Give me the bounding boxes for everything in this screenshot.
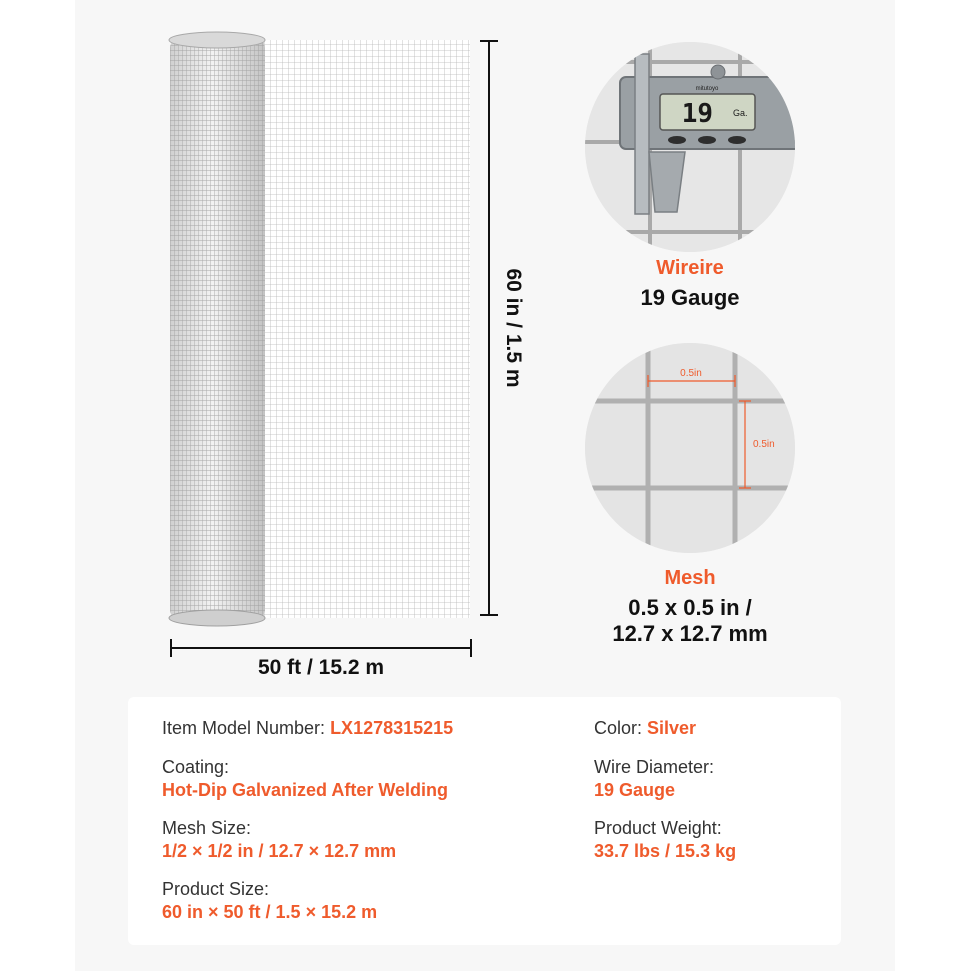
product-size-label: Product Size: xyxy=(162,879,270,899)
height-dimension-cap-top xyxy=(480,40,498,42)
wire-diameter-label: Wire Diameter: xyxy=(594,757,715,777)
coating-value: Hot-Dip Galvanized After Welding xyxy=(162,780,449,800)
wire-mesh-roll-image xyxy=(150,20,490,630)
width-dimension-cap-right xyxy=(470,639,472,657)
mesh-size-value: 1/2 × 1/2 in / 12.7 × 12.7 mm xyxy=(162,841,397,861)
product-weight-value: 33.7 lbs / 15.3 kg xyxy=(594,841,737,861)
height-dimension-line xyxy=(488,40,490,615)
wire-diameter-value: 19 Gauge xyxy=(594,780,676,800)
caliper-unit-text: Ga. xyxy=(733,108,748,118)
height-dimension-cap-bottom xyxy=(480,614,498,616)
width-dimension-cap-left xyxy=(170,639,172,657)
width-dimension-label: 50 ft / 15.2 m xyxy=(257,656,385,679)
color-row xyxy=(594,718,696,739)
coating-label: Coating: xyxy=(162,757,230,777)
model-number-row xyxy=(162,718,453,739)
mesh-horizontal-label: 0.5in xyxy=(680,368,702,379)
mesh-feature-title: Mesh xyxy=(664,567,716,589)
model-number-label: Item Model Number: xyxy=(162,718,331,738)
mesh-feature-value-line2: 12.7 x 12.7 mm xyxy=(612,621,768,646)
mesh-feature-value-line1: 0.5 x 0.5 in / xyxy=(628,595,752,620)
caliper-reading-text: 19 xyxy=(681,99,713,129)
caliper-brand-text: mitutoyo xyxy=(695,86,719,92)
model-number-value: LX1278315215 xyxy=(330,718,454,738)
wire-feature-title: Wireire xyxy=(656,257,724,279)
height-dimension-label: 60 in / 1.5 m xyxy=(502,268,525,388)
width-dimension-line xyxy=(170,647,472,649)
product-weight-label: Product Weight: xyxy=(594,818,722,838)
mesh-size-label: Mesh Size: xyxy=(162,818,252,838)
color-label: Color: xyxy=(594,718,648,738)
product-size-value: 60 in × 50 ft / 1.5 × 15.2 m xyxy=(162,902,378,922)
mesh-closeup-image xyxy=(585,343,795,553)
wire-gauge-closeup-image xyxy=(585,42,795,252)
color-value: Silver xyxy=(647,718,697,738)
wire-feature-value: 19 Gauge xyxy=(640,285,740,310)
mesh-vertical-label: 0.5in xyxy=(753,439,775,450)
